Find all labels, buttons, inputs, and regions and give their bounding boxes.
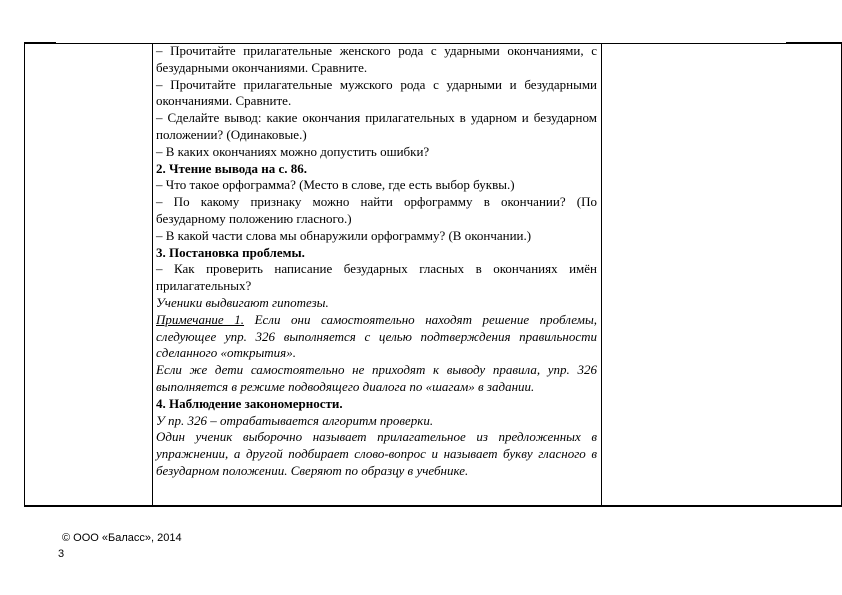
- table-top-rule-left: [24, 42, 56, 44]
- lesson-line: – Прочитайте прилагательные женского рода с ударными окончаниями, с безударными окончаниями. Сравните.: [156, 43, 597, 75]
- note-1: [156, 312, 597, 362]
- table-bottom-border: [24, 505, 842, 507]
- lesson-line: – В какой части слова мы обнаружили орфограмму? (В окончании.): [156, 227, 532, 243]
- lesson-line: – Что такое орфограмма? (Место в слове, где есть выбор буквы.): [156, 177, 515, 193]
- lesson-content-cell: [156, 43, 597, 480]
- lesson-line: – По какому признаку можно найти орфограмму в окончании? (По безударному положению гласного.): [156, 194, 597, 226]
- section-2-title: 2. Чтение вывода на с. 86.: [156, 160, 308, 176]
- page-number: 3: [58, 548, 65, 560]
- section-4-line: Один ученик выборочно называет прилагательное из предложенных в упражнении, а другой подбирает слово-вопрос и называет букву гласного в безударном положении. Сверяют по образцу в учебнике.: [156, 429, 597, 478]
- note-text: Если они самостоятельно находят решение проблемы, следующее упр. 326 выполняется с целью подтверждения правильности сделанного «открытия».: [156, 311, 597, 361]
- table-column-divider-2: [601, 44, 602, 506]
- section-4-title: 4. Наблюдение закономерности.: [156, 395, 343, 411]
- note-label: Примечание 1.: [156, 311, 245, 327]
- table-top-rule-right: [786, 42, 842, 44]
- lesson-line: – Как проверить написание безударных гласных в окончаниях имён прилагательных?: [156, 261, 597, 294]
- footer-copyright: © ООО «Баласс», 2014: [62, 532, 182, 544]
- students-hypotheses: Ученики выдвигают гипотезы.: [156, 294, 329, 310]
- table-column-divider-1: [152, 44, 153, 506]
- note-text-2: Если же дети самостоятельно не приходят к выводу правила, упр. 326 выполняется в режиме подводящего диалога по «шагам» в задании.: [156, 362, 597, 394]
- lesson-line: – Сделайте вывод: какие окончания прилагательных в ударном и безударном положении? (Одинаковые.): [156, 110, 597, 142]
- section-4-line: У пр. 326 – отрабатывается алгоритм проверки.: [156, 412, 434, 428]
- section-3-title: 3. Постановка проблемы.: [156, 244, 305, 260]
- lesson-line: – В каких окончаниях можно допустить ошибки?: [156, 143, 430, 159]
- table-border-left: [24, 44, 25, 506]
- lesson-line: – Прочитайте прилагательные мужского рода с ударными и безударными окончаниями. Сравните.: [156, 76, 597, 109]
